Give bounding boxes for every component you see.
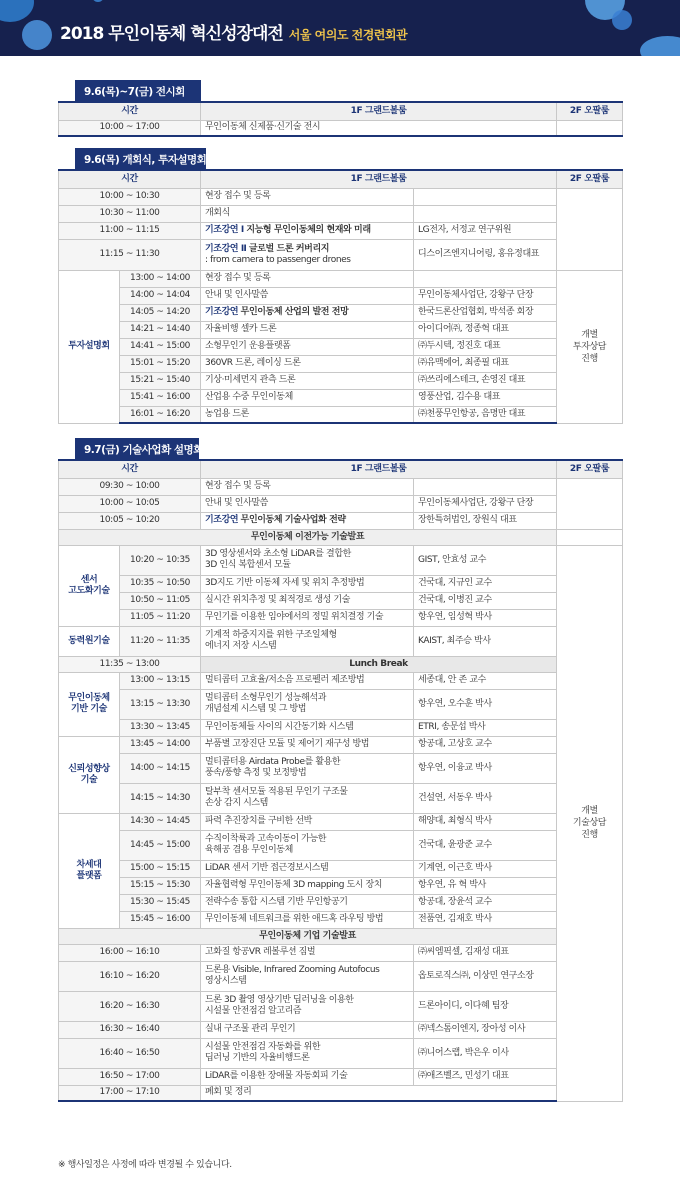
content: 실시간 위치추정 및 최적경로 생성 기술 — [201, 592, 414, 609]
col-hall1: 1F 그랜드볼룸 — [201, 170, 557, 188]
subsection-title: 무인이동체 기업 기술발표 — [59, 928, 557, 944]
content: LiDAR를 이용한 장애물 자동회피 기술 — [201, 1068, 414, 1085]
speaker: 세종대, 안 존 교수 — [414, 672, 557, 689]
content: 멀티콥터용 Airdata Probe를 활용한 풍속/풍향 측정 및 보정방법 — [201, 753, 414, 783]
time: 11:35 ~ 13:00 — [59, 656, 201, 672]
speaker: 건국대, 윤광준 교수 — [414, 830, 557, 860]
content: LiDAR 센서 기반 접근경보시스템 — [201, 860, 414, 877]
content: 자율비행 셀카 드론 — [201, 321, 414, 338]
speaker — [414, 188, 557, 205]
content: 멀티콥터 소형무인기 성능해석과 개념설계 시스템 및 그 방법 — [201, 689, 414, 719]
decorative-blob — [92, 0, 104, 2]
content: 폐회 및 정리 — [201, 1085, 557, 1101]
decorative-blob — [22, 20, 52, 50]
time: 14:30 ~ 14:45 — [120, 813, 201, 830]
content: 수직이착륙과 고속이동이 가능한 육해공 겸용 무인이동체 — [201, 830, 414, 860]
speaker: ㈜애즈벨즈, 민성기 대표 — [414, 1068, 557, 1085]
decorative-blob — [612, 10, 632, 30]
time: 13:15 ~ 13:30 — [120, 689, 201, 719]
col-hall1: 1F 그랜드볼룸 — [201, 102, 557, 120]
col-hall2: 2F 오팔룸 — [557, 460, 623, 478]
speaker: 옵토로직스㈜, 이상민 연구소장 — [414, 961, 557, 991]
group-label-text: 차세대 플랫폼 — [76, 859, 102, 881]
content: 자율협력형 무인이동체 3D mapping 도시 장치 — [201, 877, 414, 894]
speaker — [414, 205, 557, 222]
time: 14:00 ~ 14:15 — [120, 753, 201, 783]
speaker: 한국드론산업협회, 박석종 회장 — [414, 304, 557, 321]
content: 3D 영상센서와 초소형 LiDAR를 결합한 3D 인식 복합센서 모듈 — [201, 545, 414, 575]
col-time: 시간 — [59, 170, 201, 188]
speaker: 건국대, 지규인 교수 — [414, 575, 557, 592]
time: 14:21 ~ 14:40 — [120, 321, 201, 338]
content — [201, 512, 414, 529]
side-consult — [557, 270, 623, 423]
time: 11:00 ~ 11:15 — [59, 222, 201, 239]
footnote: ※ 행사일정은 사정에 따라 변경될 수 있습니다. — [58, 1160, 232, 1170]
speaker: ㈜천풍무인항공, 음명만 대표 — [414, 406, 557, 423]
section-tab-exhibition: 9.6(목)~7(금) 전시회 — [75, 80, 201, 101]
content: 현장 접수 및 등록 — [201, 188, 414, 205]
time: 16:20 ~ 16:30 — [59, 991, 201, 1021]
time: 16:10 ~ 16:20 — [59, 961, 201, 991]
venue: 서울 여의도 전경련회관 — [288, 28, 408, 42]
content: 기계적 하중지지를 위한 구조일체형 에너지 저장 시스템 — [201, 626, 414, 656]
hall2-cell — [557, 120, 623, 136]
group-label-text: 센서 고도화기술 — [68, 574, 110, 596]
hall2-cell — [557, 529, 623, 545]
speaker: 건국대, 이병진 교수 — [414, 592, 557, 609]
speaker: ㈜씨엠픽셀, 김재성 대표 — [414, 944, 557, 961]
group-label: 투자설명회 — [59, 270, 120, 423]
keynote-label: 기조강연 — [205, 307, 239, 317]
speaker: ㈜넥스톰이엔지, 장아성 이사 — [414, 1021, 557, 1038]
time: 10:00 ~ 17:00 — [59, 120, 201, 136]
speaker: 무인이동체사업단, 강왕구 단장 — [414, 287, 557, 304]
speaker: ㈜두시텍, 정진호 대표 — [414, 338, 557, 355]
keynote-title: 지능형 무인이동체의 현재와 미래 — [246, 225, 371, 235]
time: 09:30 ~ 10:00 — [59, 478, 201, 495]
header-banner — [0, 0, 680, 56]
time: 16:01 ~ 16:20 — [120, 406, 201, 423]
col-hall1: 1F 그랜드볼룸 — [201, 460, 557, 478]
time: 16:00 ~ 16:10 — [59, 944, 201, 961]
time: 10:50 ~ 11:05 — [120, 592, 201, 609]
time: 13:00 ~ 14:00 — [120, 270, 201, 287]
hall2-cell — [557, 478, 623, 529]
group-label — [59, 672, 120, 736]
col-hall2: 2F 오팔룸 — [557, 102, 623, 120]
time: 10:00 ~ 10:30 — [59, 188, 201, 205]
speaker: 아이디어㈜, 정종혁 대표 — [414, 321, 557, 338]
group-label-text: 무인이동체 기반 기술 — [68, 693, 110, 714]
group-label-text: 동력원기술 — [68, 635, 110, 646]
group-label — [59, 736, 120, 813]
speaker: 해양대, 최형식 박사 — [414, 813, 557, 830]
time: 15:01 ~ 15:20 — [120, 355, 201, 372]
keynote-label: 기조강연 Ⅱ — [205, 243, 247, 254]
content: 개회식 — [201, 205, 414, 222]
group-label — [59, 813, 120, 928]
time: 10:20 ~ 10:35 — [120, 545, 201, 575]
keynote-label: 기조강연 — [205, 515, 239, 525]
time: 15:00 ~ 15:15 — [120, 860, 201, 877]
content: 산업용 수중 무인이동체 — [201, 389, 414, 406]
speaker: 디스이즈엔지니어링, 홍유정대표 — [414, 239, 557, 270]
time: 15:21 ~ 15:40 — [120, 372, 201, 389]
time: 11:20 ~ 11:35 — [120, 626, 201, 656]
speaker: ㈜쓰리에스테크, 손영진 대표 — [414, 372, 557, 389]
time: 10:05 ~ 10:20 — [59, 512, 201, 529]
time: 14:15 ~ 14:30 — [120, 783, 201, 813]
speaker: ETRI, 송문섭 박사 — [414, 719, 557, 736]
lunch-break: Lunch Break — [201, 656, 557, 672]
section-tab-tech: 9.7(금) 기술사업화 설명회 — [75, 438, 199, 459]
speaker: 전품연, 김재호 박사 — [414, 911, 557, 928]
speaker: ㈜유맥에어, 최종필 대표 — [414, 355, 557, 372]
content: 현장 접수 및 등록 — [201, 270, 414, 287]
content — [201, 239, 414, 270]
speaker: 영풍산업, 김수용 대표 — [414, 389, 557, 406]
content: 소형무인기 운용플랫폼 — [201, 338, 414, 355]
time: 15:30 ~ 15:45 — [120, 894, 201, 911]
group-label-text: 신뢰성향상 기술 — [68, 763, 110, 785]
speaker — [414, 270, 557, 287]
time: 15:41 ~ 16:00 — [120, 389, 201, 406]
speaker: 건설연, 서동우 박사 — [414, 783, 557, 813]
time: 16:50 ~ 17:00 — [59, 1068, 201, 1085]
content: 고화질 항공VR 레볼루션 짐벌 — [201, 944, 414, 961]
time: 10:30 ~ 11:00 — [59, 205, 201, 222]
content: 안내 및 인사말씀 — [201, 495, 414, 512]
time: 10:00 ~ 10:05 — [59, 495, 201, 512]
speaker — [414, 478, 557, 495]
content: 농업용 드론 — [201, 406, 414, 423]
time: 10:35 ~ 10:50 — [120, 575, 201, 592]
side-consult-text: 개별 기술상담 진행 — [572, 806, 607, 840]
content: 탈부착 센서모듈 적용된 무인기 구조물 손상 감지 시스템 — [201, 783, 414, 813]
page-title: 2018 무인이동체 혁신성장대전 서울 여의도 전경련회관 — [60, 24, 408, 44]
hall2-cell — [557, 188, 623, 270]
time: 11:05 ~ 11:20 — [120, 609, 201, 626]
time: 14:41 ~ 15:00 — [120, 338, 201, 355]
time: 16:40 ~ 16:50 — [59, 1038, 201, 1068]
time: 13:00 ~ 13:15 — [120, 672, 201, 689]
time: 15:45 ~ 16:00 — [120, 911, 201, 928]
content: 무인기를 이용한 임야에서의 정밀 위치결정 기술 — [201, 609, 414, 626]
content: 멀티콥터 고효율/저소음 프로펠러 제조방법 — [201, 672, 414, 689]
keynote-title: 무인이동체 산업의 발전 전망 — [240, 307, 349, 317]
content: 드론 3D 촬영 영상기반 딥러닝을 이용한 시설물 안전점검 알고리즘 — [201, 991, 414, 1021]
col-time: 시간 — [59, 102, 201, 120]
content: 실내 구조물 관리 무인기 — [201, 1021, 414, 1038]
speaker: GIST, 안효성 교수 — [414, 545, 557, 575]
speaker: 항우연, 유 혁 박사 — [414, 877, 557, 894]
keynote-title: 무인이동체 기술사업화 전략 — [240, 515, 346, 525]
subsection-title: 무인이동체 이전가능 기술발표 — [59, 529, 557, 545]
content — [201, 304, 414, 321]
col-time: 시간 — [59, 460, 201, 478]
time: 13:45 ~ 14:00 — [120, 736, 201, 753]
content: 드론용 Visible, Infrared Zooming Autofocus 영상시스템 — [201, 961, 414, 991]
opening-table — [58, 169, 623, 424]
content: 전략수송 통합 시스템 기반 무인항공기 — [201, 894, 414, 911]
content: 360VR 드론, 레이싱 드론 — [201, 355, 414, 372]
speaker: 항공대, 고상호 교수 — [414, 736, 557, 753]
speaker: 항공대, 장윤석 교수 — [414, 894, 557, 911]
time: 16:30 ~ 16:40 — [59, 1021, 201, 1038]
keynote-title: 글로벌 드론 커버리지 — [248, 243, 330, 254]
time: 17:00 ~ 17:10 — [59, 1085, 201, 1101]
content: 무인이동체들 사이의 시간동기화 시스템 — [201, 719, 414, 736]
keynote-subtitle: : from camera to passenger drones — [205, 254, 351, 265]
time: 14:45 ~ 15:00 — [120, 830, 201, 860]
speaker: LG전자, 서정교 연구위원 — [414, 222, 557, 239]
speaker: 장한특허법인, 장원식 대표 — [414, 512, 557, 529]
col-hall2: 2F 오팔룸 — [557, 170, 623, 188]
decorative-blob — [0, 0, 34, 22]
content: 3D지도 기반 이동체 자세 및 위치 추정방법 — [201, 575, 414, 592]
speaker: KAIST, 최주승 박사 — [414, 626, 557, 656]
content: 무인이동체 네트워크를 위한 애드혹 라우팅 방법 — [201, 911, 414, 928]
tech-table — [58, 459, 623, 1102]
content: 파력 추진장치를 구비한 선박 — [201, 813, 414, 830]
content — [201, 222, 414, 239]
content: 현장 접수 및 등록 — [201, 478, 414, 495]
time: 15:15 ~ 15:30 — [120, 877, 201, 894]
speaker: 항우연, 오수훈 박사 — [414, 689, 557, 719]
exhibition-table — [58, 101, 623, 137]
side-consult-text: 개별 투자상담 진행 — [572, 329, 607, 364]
speaker: ㈜니어스랩, 박은우 이사 — [414, 1038, 557, 1068]
speaker: 기계연, 이근호 박사 — [414, 860, 557, 877]
time: 14:00 ~ 14:04 — [120, 287, 201, 304]
content: 기상·미세먼지 관측 드론 — [201, 372, 414, 389]
keynote-label: 기조강연 Ⅰ — [205, 225, 244, 235]
time: 14:05 ~ 14:20 — [120, 304, 201, 321]
speaker: 드론아이디, 이다혜 팀장 — [414, 991, 557, 1021]
speaker: 항우연, 임성혁 박사 — [414, 609, 557, 626]
group-label — [59, 545, 120, 626]
speaker: 항우연, 이융교 박사 — [414, 753, 557, 783]
time: 11:15 ~ 11:30 — [59, 239, 201, 270]
side-consult — [557, 545, 623, 1101]
content: 시설물 안전점검 자동화를 위한 딥러닝 기반의 자율비행드론 — [201, 1038, 414, 1068]
speaker: 무인이동체사업단, 강왕구 단장 — [414, 495, 557, 512]
decorative-blob — [640, 36, 680, 56]
content: 부품별 고장진단 모듈 및 제어기 재구성 방법 — [201, 736, 414, 753]
content: 무인이동체 신제품·신기술 전시 — [201, 120, 557, 136]
content: 안내 및 인사말씀 — [201, 287, 414, 304]
section-tab-opening: 9.6(목) 개회식, 투자설명회 — [75, 148, 206, 169]
time: 13:30 ~ 13:45 — [120, 719, 201, 736]
group-label — [59, 626, 120, 656]
